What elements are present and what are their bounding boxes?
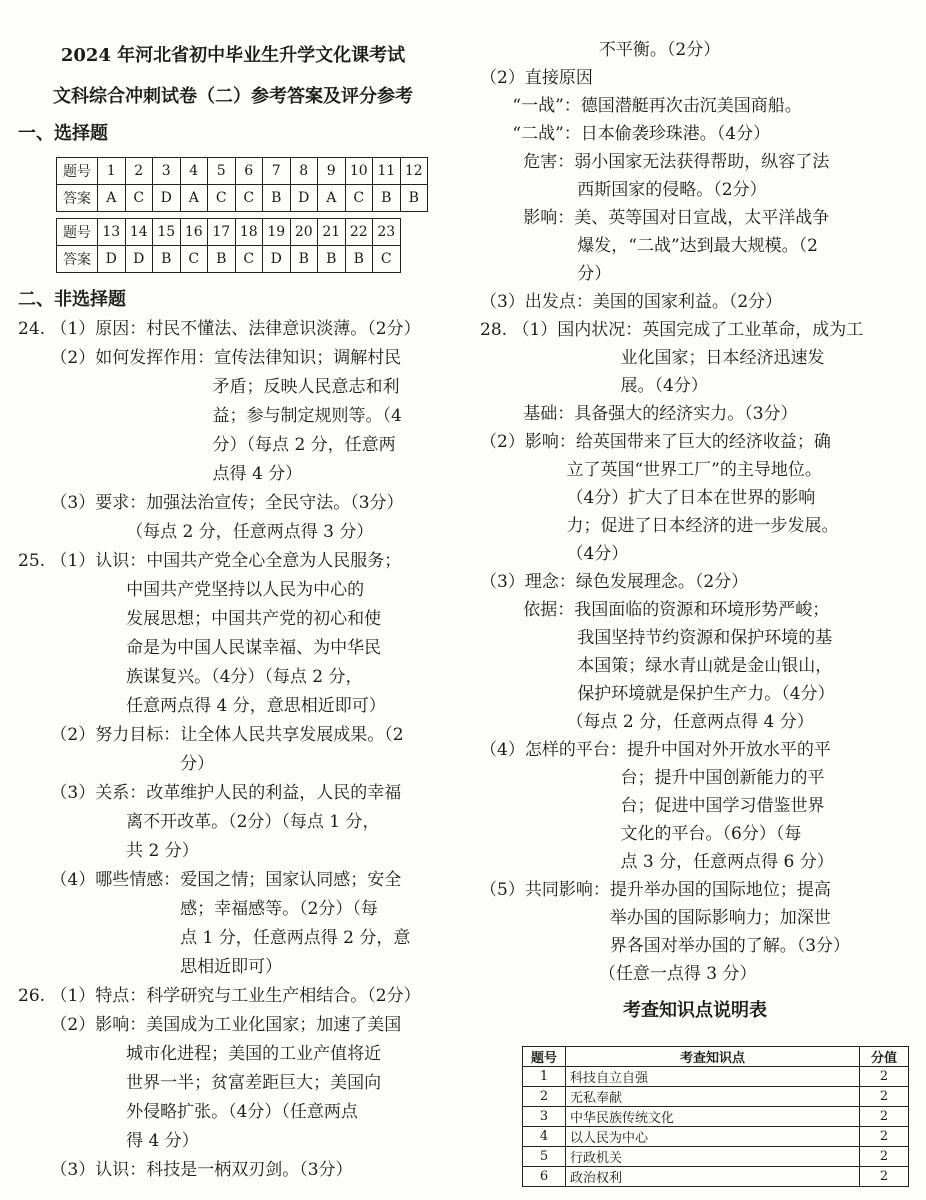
answer-line: （任意一点得 3 分） <box>480 964 757 984</box>
table-cell: 21 <box>318 219 346 246</box>
answer-line: （3）要求：加强法治宣传；全民守法。（3分） <box>18 493 404 513</box>
table-cell: B <box>208 246 236 273</box>
page-subtitle: 文科综合冲刺试卷（二）参考答案及评分参考 <box>53 86 413 107</box>
table-cell: 2 <box>860 1067 909 1087</box>
answer-line: 世界一半；贫富差距巨大；美国向 <box>18 1073 382 1093</box>
table-label: 题号 <box>57 158 98 185</box>
answer-line: 点 1 分，任意两点得 2 分，意 <box>18 928 411 948</box>
table-cell: 15 <box>153 219 181 246</box>
answer-line: 命是为中国人民谋幸福、为中华民 <box>18 638 382 658</box>
table-cell: 20 <box>290 219 318 246</box>
table-cell: 1 <box>98 158 126 185</box>
answer-line: 城市化进程；美国的工业产值将近 <box>18 1044 382 1064</box>
answer-line: 分） <box>480 264 612 284</box>
table-cell: 12 <box>400 158 428 185</box>
table-cell: 1 <box>523 1067 566 1087</box>
right-column <box>480 36 910 1187</box>
answer-line: （2）直接原因 <box>480 68 593 88</box>
table-cell: 6 <box>523 1167 566 1187</box>
table-row <box>523 1167 909 1187</box>
table-cell: C <box>373 246 401 273</box>
answer-line: （4）怎样的平台：提升中国对外开放水平的平 <box>480 740 831 760</box>
answer-line: （2）如何发挥作用：宣传法律知识；调解村民 <box>18 348 402 368</box>
table-cell: 16 <box>180 219 208 246</box>
table-cell: 4 <box>180 158 208 185</box>
answer-line: 思相近即可） <box>18 957 283 977</box>
table-cell: 2 <box>860 1147 909 1167</box>
answer-line: 台；提升中国创新能力的平 <box>480 768 825 788</box>
answer-line: （3）出发点：美国的国家利益。（2分） <box>480 292 783 312</box>
table-cell: 2 <box>860 1167 909 1187</box>
answer-table-1 <box>56 157 428 212</box>
answer-line: 本国策；绿水青山就是金山银山， <box>480 656 833 676</box>
table-cell: 科技自立自强 <box>566 1067 860 1087</box>
table-cell: C <box>125 185 153 212</box>
answer-line: （5）共同影响：提升举办国的国际地位；提高 <box>480 880 831 900</box>
answer-line: 发展思想；中国共产党的初心和使 <box>18 609 382 629</box>
table-cell: 22 <box>345 219 373 246</box>
table-cell: B <box>400 185 428 212</box>
answer-line: （2）努力目标：让全体人民共享发展成果。（2 <box>18 725 404 745</box>
table-cell: 13 <box>98 219 126 246</box>
answer-line: 点 3 分，任意两点得 6 分） <box>480 852 834 872</box>
table-cell: B <box>153 246 181 273</box>
table-cell: 8 <box>290 158 318 185</box>
table-cell: D <box>263 246 291 273</box>
table-cell: 2 <box>125 158 153 185</box>
answer-line: 得 4 分） <box>18 1131 199 1151</box>
answer-line: 文化的平台。（6分）（每 <box>480 824 802 844</box>
answer-table-2 <box>56 218 401 273</box>
answer-line: 危害：弱小国家无法获得帮助，纵容了法 <box>480 152 830 172</box>
table-cell: 2 <box>860 1107 909 1127</box>
answer-line: （3）理念：绿色发展理念。（2分） <box>480 572 749 592</box>
answer-line: （4分）扩大了日本在世界的影响 <box>480 488 816 508</box>
table-cell: 2 <box>860 1087 909 1107</box>
table-cell: D <box>125 246 153 273</box>
answer-line: 立了英国“世界工厂”的主导地位。 <box>480 460 822 480</box>
table-cell: 以人民为中心 <box>566 1127 860 1147</box>
table-cell: 4 <box>523 1127 566 1147</box>
answer-line: （3）认识：科技是一柄双刃剑。（3分） <box>18 1160 353 1180</box>
table-cell: 无私奉献 <box>566 1087 860 1107</box>
answer-line: 台；促进中国学习借鉴世界 <box>480 796 825 816</box>
answer-line: “一战”：德国潜艇再次击沉美国商船。 <box>480 96 802 116</box>
table-cell: 9 <box>318 158 346 185</box>
answer-line: 任意两点得 4 分，意思相近即可） <box>18 696 386 716</box>
answer-line: 26. （1）特点：科学研究与工业生产相结合。（2分） <box>18 986 421 1006</box>
table-cell: 行政机关 <box>566 1147 860 1167</box>
answer-line: 24. （1）原因：村民不懂法、法律意识淡薄。（2分） <box>18 319 421 339</box>
answer-line: 分） <box>18 754 215 774</box>
answer-line: 族谋复兴。（4分）（每点 2 分， <box>18 667 363 687</box>
answer-line: 界各国对举办国的了解。（3分） <box>480 936 851 956</box>
answer-line: 中国共产党坚持以人民为中心的 <box>18 580 365 600</box>
table-cell: C <box>180 246 208 273</box>
table-cell: C <box>345 185 373 212</box>
answer-line: 业化国家；日本经济迅速发 <box>480 348 825 368</box>
table-cell: 17 <box>208 219 236 246</box>
answer-line: 离不开改革。（2分）（每点 1 分， <box>18 812 380 832</box>
table-cell: B <box>345 246 373 273</box>
table-header: 题号 <box>523 1047 566 1067</box>
table-cell: 19 <box>263 219 291 246</box>
table-cell: 2 <box>523 1087 566 1107</box>
answer-line: （每点 2 分，任意两点得 3 分） <box>18 522 374 542</box>
knowledge-table-title: 考查知识点说明表 <box>623 1000 767 1021</box>
answer-line: 分）（每点 2 分，任意两 <box>18 435 396 455</box>
table-cell: B <box>290 246 318 273</box>
section2-title: 二、非选择题 <box>18 289 126 310</box>
table-header: 考查知识点 <box>566 1047 860 1067</box>
table-row <box>523 1087 909 1107</box>
answer-line: 25. （1）认识：中国共产党全心全意为人民服务； <box>18 551 402 571</box>
table-cell: D <box>153 185 181 212</box>
answer-line: 点得 4 分） <box>18 464 303 484</box>
section1-title: 一、选择题 <box>18 123 108 144</box>
table-cell: A <box>98 185 126 212</box>
answer-line: 展。（4分） <box>480 376 708 396</box>
answer-line: 28. （1）国内状况：英国完成了工业革命，成为工 <box>480 320 864 340</box>
table-cell: B <box>373 185 401 212</box>
table-cell: 5 <box>523 1147 566 1167</box>
table-cell: 5 <box>208 158 236 185</box>
table-cell: 14 <box>125 219 153 246</box>
table-cell: A <box>180 185 208 212</box>
table-label: 答案 <box>57 185 98 212</box>
table-cell: B <box>318 246 346 273</box>
answer-line: 依据：我国面临的资源和环境形势严峻； <box>480 600 830 620</box>
table-row <box>523 1067 909 1087</box>
table-cell: 3 <box>523 1107 566 1127</box>
table-row <box>523 1127 909 1147</box>
answer-line: 不平衡。（2分） <box>480 40 721 60</box>
table-cell: 23 <box>373 219 401 246</box>
table-cell: 10 <box>345 158 373 185</box>
table-cell: C <box>235 185 263 212</box>
answer-line: 举办国的国际影响力；加深世 <box>480 908 831 928</box>
table-cell: D <box>290 185 318 212</box>
answer-line: （每点 2 分，任意两点得 4 分） <box>480 712 814 732</box>
right-answers <box>480 36 910 988</box>
table-header: 分值 <box>860 1047 909 1067</box>
table-cell: D <box>98 246 126 273</box>
answer-line: 矛盾；反映人民意志和利 <box>18 377 400 397</box>
table-cell: 中华民族传统文化 <box>566 1107 860 1127</box>
answer-line: 共 2 分） <box>18 841 199 861</box>
table-row <box>523 1107 909 1127</box>
answer-line: 保护环境就是保护生产力。（4分） <box>480 684 835 704</box>
table-cell: B <box>263 185 291 212</box>
table-cell: A <box>318 185 346 212</box>
answer-line: 力；促进了日本经济的进一步发展。 <box>480 516 839 536</box>
answer-line: 外侵略扩张。（4分）（任意两点 <box>18 1102 358 1122</box>
left-answers <box>18 315 448 1185</box>
table-cell: 3 <box>153 158 181 185</box>
answer-line: 益；参与制定规则等。（4 <box>18 406 402 426</box>
left-column <box>18 0 448 1185</box>
table-row <box>523 1147 909 1167</box>
answer-line: （3）关系：改革维护人民的利益，人民的幸福 <box>18 783 402 803</box>
table-cell: 11 <box>373 158 401 185</box>
table-label: 题号 <box>57 219 98 246</box>
answer-line: （2）影响：美国成为工业化国家；加速了美国 <box>18 1015 402 1035</box>
answer-line: 基础：具备强大的经济实力。（3分） <box>480 404 798 424</box>
answer-line: 爆发，“二战”达到最大规模。（2 <box>480 236 818 256</box>
answer-line: （4分） <box>480 544 629 564</box>
knowledge-table <box>522 1046 909 1187</box>
answer-line: 感；幸福感等。（2分）（每 <box>18 899 378 919</box>
answer-line: 西斯国家的侵略。（2分） <box>480 180 767 200</box>
answer-line: 影响：美、英等国对日宣战，太平洋战争 <box>480 208 830 228</box>
answer-line: （2）影响：给英国带来了巨大的经济收益；确 <box>480 432 831 452</box>
table-cell: 政治权利 <box>566 1167 860 1187</box>
table-label: 答案 <box>57 246 98 273</box>
table-cell: 2 <box>860 1127 909 1147</box>
answer-line: “二战”：日本偷袭珍珠港。（4分） <box>480 124 771 144</box>
page-title: 2024 年河北省初中毕业生升学文化课考试 <box>60 45 406 66</box>
table-cell: C <box>235 246 263 273</box>
answer-line: （4）哪些情感：爱国之情；国家认同感；安全 <box>18 870 402 890</box>
table-cell: 7 <box>263 158 291 185</box>
answer-line: 我国坚持节约资源和保护环境的基 <box>480 628 833 648</box>
table-cell: C <box>208 185 236 212</box>
table-cell: 6 <box>235 158 263 185</box>
table-cell: 18 <box>235 219 263 246</box>
